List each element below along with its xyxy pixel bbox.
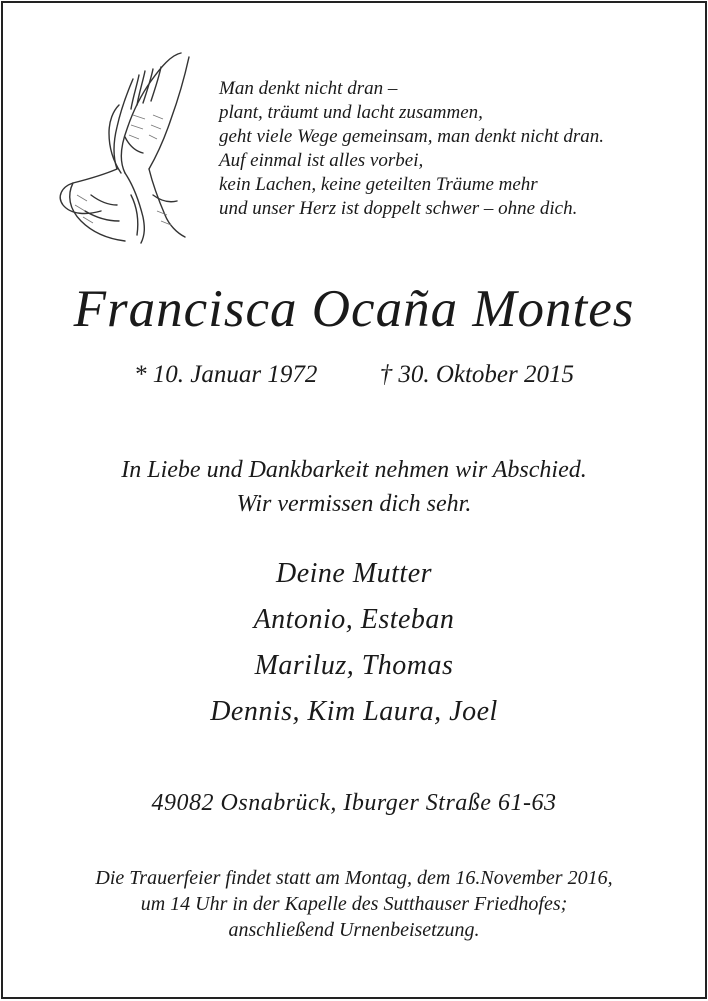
death-date: † 30. Oktober 2015 <box>379 361 574 388</box>
mourners-list <box>3 551 705 735</box>
mourner-line: Antonio, Esteban <box>253 604 455 635</box>
poem-line: geht viele Wege gemeinsam, man denkt nicht dran. <box>219 126 605 147</box>
ceremony-line: anschließend Urnenbeisetzung. <box>228 919 480 941</box>
praying-hands-icon <box>33 45 203 245</box>
farewell-text <box>3 453 705 521</box>
poem-line: kein Lachen, keine geteilten Träume mehr <box>219 174 538 195</box>
ceremony-info <box>3 865 705 943</box>
farewell-line: Wir vermissen dich sehr. <box>236 491 472 517</box>
ceremony-line: um 14 Uhr in der Kapelle des Sutthauser Friedhofes; <box>140 893 568 915</box>
poem-line: Auf einmal ist alles vorbei, <box>219 150 424 171</box>
poem-line: und unser Herz ist doppelt schwer – ohne dich. <box>219 198 578 219</box>
poem <box>219 77 604 221</box>
life-dates <box>3 361 705 389</box>
mourner-line: Deine Mutter <box>275 558 433 589</box>
poem-line: plant, träumt und lacht zusammen, <box>219 102 483 123</box>
family-address: 49082 Osnabrück, Iburger Straße 61-63 <box>151 790 557 816</box>
ceremony-line: Die Trauerfeier findet statt am Montag, dem 16.November 2016, <box>95 867 613 889</box>
birth-date: * 10. Januar 1972 <box>134 361 318 388</box>
mourner-line: Dennis, Kim Laura, Joel <box>210 696 498 727</box>
obituary-notice <box>1 1 707 999</box>
farewell-line: In Liebe und Dankbarkeit nehmen wir Abschied. <box>121 457 587 483</box>
poem-line: Man denkt nicht dran – <box>219 78 398 99</box>
deceased-name: Francisca Ocaña Montes <box>73 280 635 338</box>
mourner-line: Mariluz, Thomas <box>254 650 454 681</box>
